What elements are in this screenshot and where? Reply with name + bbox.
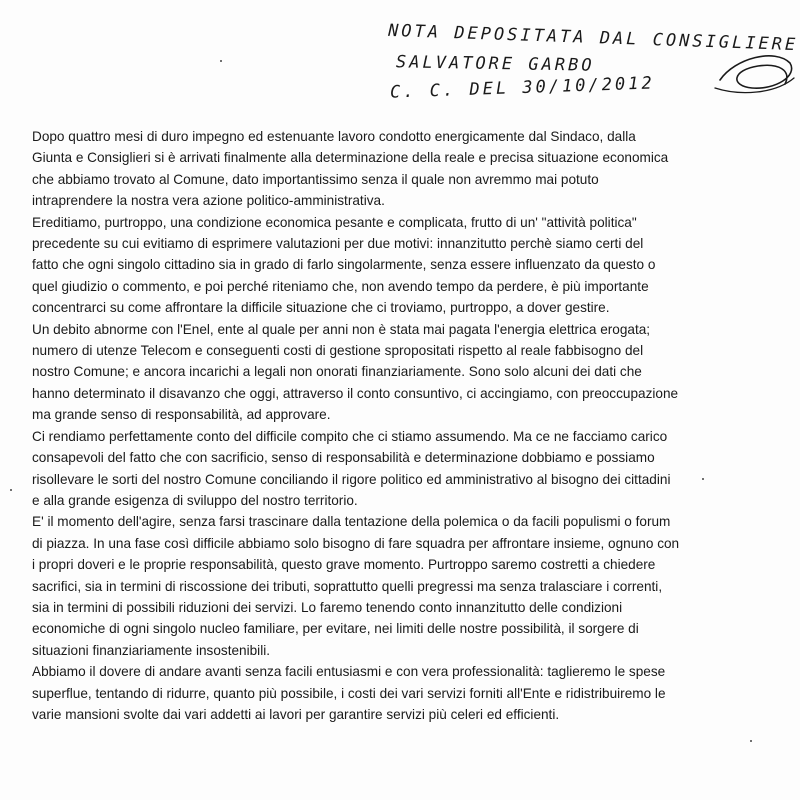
body-text-line: risollevare le sorti del nostro Comune conciliando il rigore politico ed amministrativo al bisogno dei cittadini bbox=[32, 471, 671, 487]
body-text-line: numero di utenze Telecom e conseguenti costi di gestione spropositati rispetto al reale fabbisogno del bbox=[32, 343, 644, 359]
scan-speck bbox=[10, 489, 12, 491]
body-text-line: hanno determinato il disavanzo che oggi, attraverso il conto consuntivo, ci accingiamo, con preoccupazione bbox=[32, 385, 679, 401]
scan-speck bbox=[220, 60, 222, 62]
body-text-line: Ci rendiamo perfettamente conto del difficile compito che ci stiamo assumendo. Ma ce ne facciamo carico bbox=[32, 428, 668, 444]
body-text-line: Giunta e Consiglieri si è arrivati finalmente alla determinazione della reale e precisa situazione economica bbox=[32, 150, 669, 166]
body-text-line: nostro Comune; e ancora incarichi a legali non onorati finanziariamente. Sono solo alcuni dei dati che bbox=[32, 364, 642, 380]
scan-speck bbox=[750, 740, 752, 742]
body-text-line: di piazza. In una fase così difficile abbiamo solo bisogno di fare squadra per affrontare insieme, ognuno con bbox=[32, 535, 680, 551]
body-text-line: Ereditiamo, purtroppo, una condizione economica pesante e complicata, frutto di un' "attività politica" bbox=[32, 214, 637, 230]
body-text-line: Abbiamo il dovere di andare avanti senza facili entusiasmi e con vera professionalità: taglieremo le spese bbox=[32, 664, 666, 680]
handwritten-note-line-3: C. C. DEL 30/10/2012 bbox=[389, 73, 655, 103]
body-text-line: quel giudizio o commento, e poi perché riteniamo che, non avendo tempo da perdere, è più importante bbox=[32, 278, 649, 294]
body-text-line: Un debito abnorme con l'Enel, ente al quale per anni non è stata mai pagata l'energia elettrica erogata; bbox=[32, 321, 651, 337]
document-body bbox=[32, 126, 744, 725]
body-text-line: precedente su cui evitiamo di esprimere valutazioni per due motivi: innanzitutto perchè siamo certi del bbox=[32, 236, 644, 252]
body-text-line: superflue, tentando di ridurre, quanto più possibile, i costi dei vari servizi forniti all'Ente e ridistribuiremo le bbox=[32, 685, 666, 701]
body-text-line: intraprendere la nostra vera azione politico-amministrativa. bbox=[32, 193, 385, 209]
signature-scribble bbox=[380, 18, 800, 108]
body-text-line: Dopo quattro mesi di duro impegno ed estenuante lavoro condotto energicamente dal Sindaco, dalla bbox=[32, 129, 636, 144]
body-text-line: che abbiamo trovato al Comune, dato importantissimo senza il quale non avremmo mai potuto bbox=[32, 171, 599, 187]
body-text-line: E' il momento dell'agire, senza farsi trascinare dalla tentazione della polemica o da facili populismi o forum bbox=[32, 514, 671, 530]
body-text-line: ma grande senso di responsabilità, ad approvare. bbox=[32, 407, 331, 423]
body-text-line: sia in termini di possibili riduzioni dei servizi. Lo faremo tenendo conto innanzitutto delle condizioni bbox=[32, 599, 623, 615]
handwritten-note-line-2: SALVATORE GARBO bbox=[395, 52, 595, 76]
body-text-line: i propri doveri e le proprie responsabilità, questo grave momento. Purtroppo saremo costretti a chiedere bbox=[32, 557, 656, 573]
body-text-line: situazioni finanziariamente insostenibili. bbox=[32, 642, 271, 658]
body-text-line: e alla grande esigenza di sviluppo del nostro territorio. bbox=[32, 492, 358, 508]
body-text-line: varie mansioni svolte dai vari addetti ai lavori per garantire servizi più celeri ed efficienti. bbox=[32, 706, 560, 722]
body-text-line: economiche di ogni singolo nucleo familiare, per evitare, nei limiti delle nostre possibilità, il sorgere di bbox=[32, 621, 639, 637]
handwritten-note bbox=[380, 18, 800, 108]
handwritten-note-line-1: NOTA DEPOSITATA DAL CONSIGLIERE bbox=[387, 20, 799, 56]
body-text-line: sacrifici, sia in termini di riscossione dei tributi, soprattutto quelli pregressi ma senza tralasciare i correnti, bbox=[32, 578, 663, 594]
body-text-line: consapevoli del fatto che con sacrificio, senso di responsabilità e determinazione dobbiamo e possiamo bbox=[32, 450, 655, 466]
scan-speck bbox=[702, 478, 704, 480]
body-text-line: fatto che ogni singolo cittadino sia in grado di farlo singolarmente, senza essere influenzato da questo o bbox=[32, 257, 656, 273]
body-text-line: concentrarci su come affrontare la difficile situazione che ci troviamo, purtroppo, a dover gestire. bbox=[32, 300, 610, 316]
